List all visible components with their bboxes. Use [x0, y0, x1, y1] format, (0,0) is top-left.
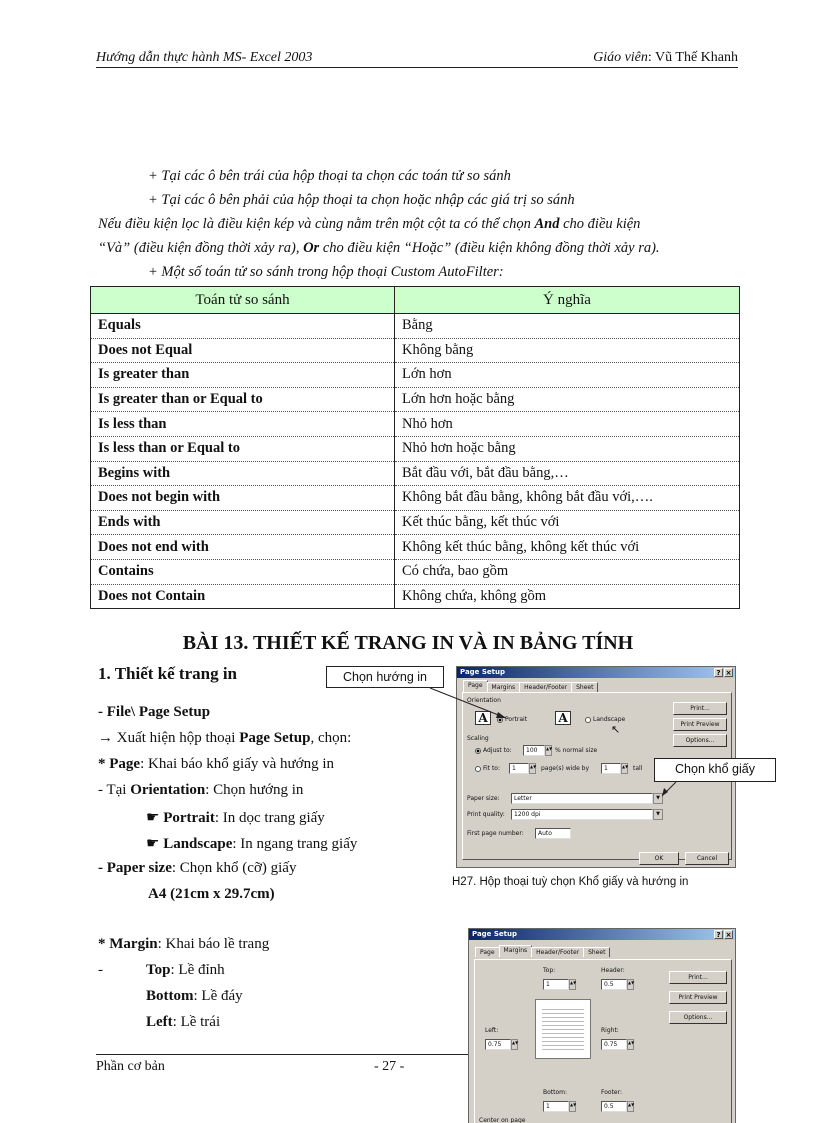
top-keyword: Top — [146, 962, 171, 978]
top-margin-input[interactable]: 1 — [543, 979, 569, 990]
landscape-radio-label: Landscape — [593, 716, 626, 723]
header-doc-title: Hướng dẫn thực hành MS- Excel 2003 — [96, 50, 313, 65]
meaning-cell: Bắt đầu với, bắt đầu bằng,… — [395, 461, 740, 486]
operator-cell: Does not Equal — [91, 338, 395, 363]
paper-size-desc: : Chọn khổ (cỡ) giấy — [171, 860, 297, 876]
meaning-cell: Không chứa, không gồm — [395, 584, 740, 609]
normal-size-label: % normal size — [555, 747, 598, 754]
page-number: - 27 - — [374, 1059, 405, 1074]
tab-margins[interactable]: Margins — [499, 945, 533, 957]
close-icon[interactable]: × — [725, 931, 732, 939]
paper-size-select[interactable]: Letter — [511, 793, 653, 804]
page-footer — [96, 1054, 468, 1074]
fit-tall-spinner[interactable]: ▲▼ — [621, 763, 628, 774]
print-button[interactable]: Print... — [669, 971, 727, 984]
print-preview-button[interactable]: Print Preview — [673, 718, 727, 731]
intro-line-1: + Tại các ô bên trái của hộp thoại ta chọn các toán tử so sánh — [148, 168, 511, 184]
fit-wide-spinner[interactable]: ▲▼ — [529, 763, 536, 774]
options-button[interactable]: Options... — [669, 1011, 727, 1024]
first-page-label: First page number: — [467, 830, 524, 837]
portrait-desc: : In dọc trang giấy — [214, 810, 325, 826]
choose-text: , chọn: — [310, 730, 352, 746]
meaning-cell: Bằng — [395, 314, 740, 339]
left-margin-input[interactable]: 0.75 — [485, 1039, 511, 1050]
orientation-desc: : Chọn hướng in — [205, 782, 304, 798]
fit-tall-input[interactable]: 1 — [601, 763, 621, 774]
header-margin-spinner[interactable]: ▲▼ — [627, 979, 634, 990]
orientation-arrowhead-icon — [496, 712, 506, 718]
tab-page[interactable]: Page — [463, 680, 488, 692]
meaning-cell: Không bắt đầu bằng, không bắt đầu với,…. — [395, 486, 740, 511]
right-margin-label: Right: — [601, 1027, 619, 1034]
margin-keyword: * Margin — [98, 936, 158, 952]
bottom-margin-label: Bottom: — [543, 1089, 568, 1096]
operator-cell: Begins with — [91, 461, 395, 486]
pointing-hand-icon: ☛ — [146, 836, 160, 852]
operator-cell: Contains — [91, 559, 395, 584]
mouse-cursor-icon: ↖ — [611, 723, 621, 736]
help-icon[interactable]: ? — [714, 668, 723, 677]
right-margin-input[interactable]: 0.75 — [601, 1039, 627, 1050]
paper-size-dropdown-icon[interactable]: ▼ — [653, 793, 663, 804]
fit-wide-input[interactable]: 1 — [509, 763, 529, 774]
tab-sheet[interactable]: Sheet — [571, 682, 598, 692]
adjust-to-label: Adjust to: — [483, 747, 512, 754]
tab-header-footer[interactable]: Header/Footer — [519, 682, 572, 692]
page-keyword: * Page — [98, 756, 141, 772]
print-button[interactable]: Print... — [673, 702, 727, 715]
meaning-cell: Có chứa, bao gồm — [395, 559, 740, 584]
file-page-setup-text: - File\ Page Setup — [98, 704, 211, 720]
preview-grid-lines — [542, 1006, 584, 1050]
section-title: 1. Thiết kế trang in — [98, 664, 238, 683]
page-preview-thumbnail — [535, 999, 591, 1059]
meaning-cell: Nhỏ hơn — [395, 412, 740, 437]
callout-orientation: Chọn hướng in — [326, 666, 444, 688]
meaning-cell: Kết thúc bằng, kết thúc với — [395, 510, 740, 535]
cancel-button[interactable]: Cancel — [685, 852, 729, 865]
operator-cell: Is greater than — [91, 363, 395, 388]
operator-cell: Does not end with — [91, 535, 395, 560]
bottom-desc: : Lề đáy — [193, 988, 243, 1004]
footer-section: Phần cơ bản — [96, 1059, 165, 1074]
operator-cell: Does not Contain — [91, 584, 395, 609]
meaning-cell: Lớn hơn hoặc bằng — [395, 387, 740, 412]
bottom-margin-input[interactable]: 1 — [543, 1101, 569, 1112]
print-quality-select[interactable]: 1200 dpi — [511, 809, 653, 820]
print-preview-button[interactable]: Print Preview — [669, 991, 727, 1004]
adjust-to-input[interactable]: 100 — [523, 745, 545, 756]
meaning-cell: Không bằng — [395, 338, 740, 363]
ok-button[interactable]: OK — [639, 852, 679, 865]
paper-size-keyword: - Paper size — [98, 860, 172, 876]
tall-label: tall — [633, 765, 643, 772]
table-header-meaning: Ý nghĩa — [395, 287, 740, 314]
orientation-group-label: Orientation — [467, 697, 501, 704]
landscape-keyword: Landscape — [163, 836, 233, 852]
page-desc: : Khai báo khổ giấy và hướng in — [140, 756, 335, 772]
dialog-titlebar — [469, 929, 735, 940]
header-teacher-name: : Vũ Thế Khanh — [647, 50, 738, 65]
lesson-title: BÀI 13. THIẾT KẾ TRANG IN VÀ IN BẢNG TÍNH — [182, 632, 634, 654]
dialog-title: Page Setup — [472, 930, 517, 938]
footer-margin-spinner[interactable]: ▲▼ — [627, 1101, 634, 1112]
intro-p2-text: “Và” (điều kiện đồng thời xảy ra), — [98, 240, 304, 256]
dialog-title: Page Setup — [460, 668, 505, 676]
close-icon[interactable]: × — [725, 669, 732, 677]
table-header-operator: Toán tử so sánh — [91, 287, 395, 314]
intro-p1-text: Nếu điều kiện lọc là điều kiện kép và cùng nằm trên một cột ta có thể chọn — [98, 216, 535, 232]
header-teacher-label: Giáo viên — [593, 50, 648, 65]
first-page-input[interactable]: Auto — [535, 828, 571, 839]
portrait-keyword: Portrait — [163, 810, 215, 826]
intro-or-keyword: Or — [303, 240, 320, 256]
tab-page[interactable]: Page — [475, 947, 500, 957]
left-keyword: Left — [146, 1014, 173, 1030]
right-margin-spinner[interactable]: ▲▼ — [627, 1039, 634, 1050]
paper-arrowhead-icon — [662, 788, 668, 796]
dash-bullet: - — [98, 962, 103, 978]
top-margin-spinner[interactable]: ▲▼ — [569, 979, 576, 990]
intro-p1-tail: cho điều kiện — [559, 216, 641, 232]
a4-size-text: A4 (21cm x 29.7cm) — [148, 886, 275, 902]
top-desc: : Lề đỉnh — [170, 962, 225, 978]
fit-to-label: Fit to: — [483, 765, 500, 772]
pointing-hand-icon: ☛ — [146, 810, 160, 826]
meaning-cell: Nhỏ hơn hoặc bằng — [395, 436, 740, 461]
portrait-radio-label: Portrait — [505, 716, 528, 723]
tab-header-footer[interactable]: Header/Footer — [531, 947, 584, 957]
operator-cell: Equals — [91, 314, 395, 339]
meaning-cell: Không kết thúc bằng, không kết thúc với — [395, 535, 740, 560]
meaning-cell: Lớn hơn — [395, 363, 740, 388]
print-quality-label: Print quality: — [467, 811, 505, 818]
left-desc: : Lề trái — [172, 1014, 221, 1030]
options-button[interactable]: Options... — [673, 734, 727, 747]
landscape-a-icon: A — [555, 711, 571, 725]
left-margin-spinner[interactable]: ▲▼ — [511, 1039, 518, 1050]
footer-margin-input[interactable]: 0.5 — [601, 1101, 627, 1112]
bottom-margin-spinner[interactable]: ▲▼ — [569, 1101, 576, 1112]
scaling-group-label: Scaling — [467, 735, 489, 742]
page-setup-dialog-margins-tab — [468, 928, 736, 1123]
header-margin-input[interactable]: 0.5 — [601, 979, 627, 990]
operator-cell: Is less than — [91, 412, 395, 437]
left-margin-label: Left: — [485, 1027, 499, 1034]
operator-cell: Does not begin with — [91, 486, 395, 511]
callout-paper-size: Chọn khổ giấy — [654, 758, 776, 782]
operator-cell: Ends with — [91, 510, 395, 535]
pages-wide-label: page(s) wide by — [541, 765, 590, 772]
tab-sheet[interactable]: Sheet — [583, 947, 610, 957]
intro-and-keyword: And — [534, 216, 560, 232]
page-setup-keyword: Page Setup — [239, 730, 311, 746]
orientation-arrow-line — [430, 688, 506, 718]
orientation-keyword: Orientation — [130, 782, 206, 798]
intro-p2-tail: cho điều kiện “Hoặc” (điều kiện không đồng thời xảy ra). — [319, 240, 660, 256]
at-text: - Tại — [98, 782, 131, 798]
header-margin-label: Header: — [601, 967, 625, 974]
landscape-desc: : In ngang trang giấy — [232, 836, 358, 852]
arrow-text: → Xuất hiện hộp thoại — [98, 730, 240, 746]
tab-margins[interactable]: Margins — [487, 682, 521, 692]
operator-cell: Is less than or Equal to — [91, 436, 395, 461]
portrait-a-icon: A — [475, 711, 491, 725]
help-icon[interactable]: ? — [714, 930, 723, 939]
bottom-keyword: Bottom — [146, 988, 194, 1004]
intro-line-5: + Một số toán tử so sánh trong hộp thoại Custom AutoFilter: — [148, 264, 504, 280]
center-on-page-label: Center on page — [479, 1117, 526, 1123]
intro-line-2: + Tại các ô bên phải của hộp thoại ta chọn hoặc nhập các giá trị so sánh — [148, 192, 575, 208]
print-quality-dropdown-icon[interactable]: ▼ — [653, 809, 663, 820]
figure-caption: H27. Hộp thoại tuỳ chọn Khổ giấy và hướng in — [452, 876, 689, 888]
footer-margin-label: Footer: — [601, 1089, 623, 1096]
adjust-to-spinner[interactable]: ▲▼ — [545, 745, 552, 756]
paper-size-label: Paper size: — [467, 795, 500, 802]
dialog-tabs — [475, 947, 609, 957]
top-margin-label: Top: — [543, 967, 556, 974]
margin-desc: : Khai báo lề trang — [157, 936, 270, 952]
operator-cell: Is greater than or Equal to — [91, 387, 395, 412]
